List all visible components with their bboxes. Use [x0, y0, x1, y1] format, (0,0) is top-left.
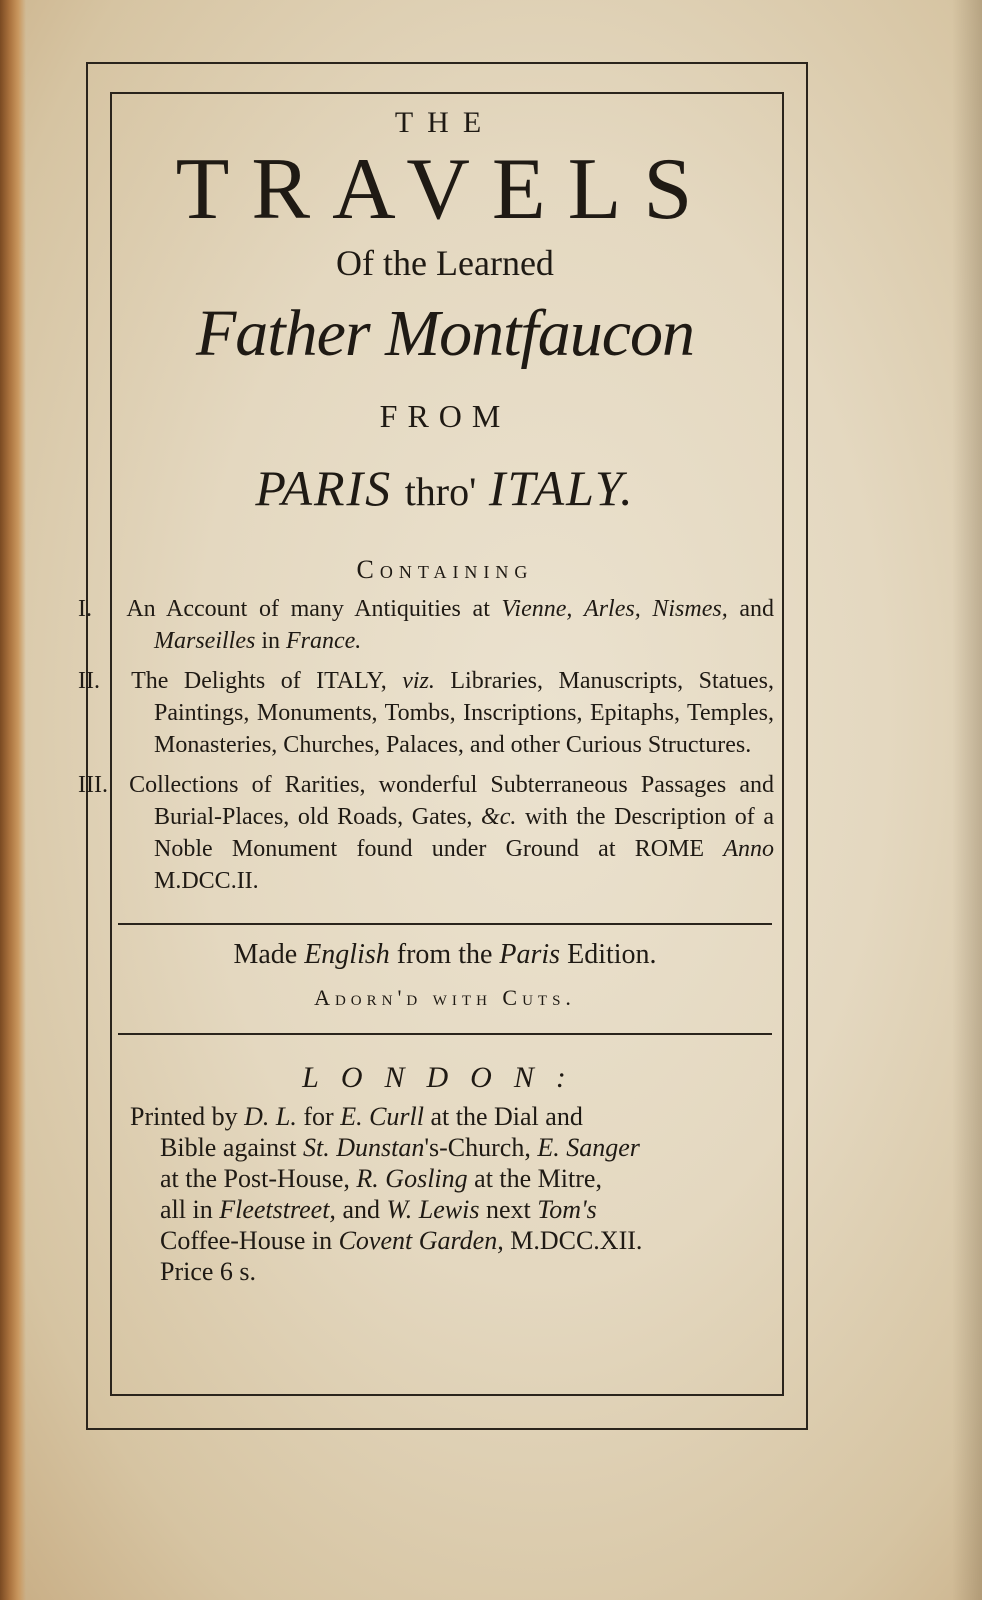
imprint-toms: Tom's — [537, 1195, 597, 1224]
imprint-text: at the Post-House, — [160, 1164, 357, 1193]
item-text: An Account of many Antiquities at — [126, 596, 502, 622]
made-paris: Paris — [499, 939, 561, 970]
imprint-london: LONDON: — [302, 1061, 588, 1094]
bookseller-sanger: E. Sanger — [537, 1133, 640, 1162]
imprint-text: and — [335, 1195, 387, 1224]
page-edge-shadow — [952, 0, 982, 1600]
made-text: Made — [233, 939, 305, 970]
item-text: and — [727, 596, 775, 622]
imprint-text: Bible against — [160, 1133, 303, 1162]
imprint-block — [112, 1101, 778, 1287]
made-text: from the — [389, 939, 500, 970]
imprint-line-1 — [130, 1101, 778, 1132]
imprint-text: next — [479, 1195, 538, 1224]
title-thro: thro' — [404, 469, 477, 514]
item-viz: viz. — [402, 668, 435, 694]
contents-item-2: II. The Delights of ITALY, viz. Libraries, Manuscripts, Statues, Paintings, Monuments, Tombs, Inscriptions, Epitaphs, Temples, Monasteries, Churches, Palaces, and other Curious Structures. — [78, 668, 774, 758]
imprint-text: Coffee-House in — [160, 1226, 339, 1255]
made-english-line — [112, 939, 778, 971]
imprint-text: at the Dial and — [423, 1102, 583, 1131]
place-vienne: Vienne, — [501, 596, 573, 622]
imprint-text: all in — [160, 1195, 220, 1224]
imprint-text: at the Mitre, — [467, 1164, 602, 1193]
place-arles: Arles, — [584, 596, 641, 622]
title-paris-thro-italy — [112, 459, 778, 517]
imprint-date: M.DCC.XII. — [503, 1226, 643, 1255]
containing-heading: Containing — [356, 555, 534, 584]
contents-item-1: I. An Account of many Antiquities at Vienne, Arles, Nismes, and Marseilles in France. — [78, 596, 775, 654]
bookseller-lewis: W. Lewis — [386, 1195, 480, 1224]
imprint-line-3 — [130, 1163, 778, 1194]
bookseller-gosling: R. Gosling — [356, 1164, 468, 1193]
bookseller-curll: E. Curll — [340, 1102, 424, 1131]
imprint-covent-garden: Covent Garden, — [338, 1226, 504, 1255]
contents-list — [78, 593, 778, 897]
imprint-text: for — [296, 1102, 341, 1131]
title-the: THE — [394, 106, 496, 139]
item-text: with the Description of a Noble Monument found under Ground at ROME — [154, 804, 774, 862]
imprint-price: Price 6 s. — [160, 1257, 257, 1286]
title-father-montfaucon: Father Montfaucon — [195, 297, 695, 370]
imprint-line-5 — [130, 1225, 778, 1256]
title-from: FROM — [379, 398, 511, 434]
title-paris: PARIS — [255, 460, 393, 516]
item-year: M.DCC.II. — [154, 868, 259, 894]
imprint-text: Printed by — [130, 1102, 245, 1131]
imprint-dunstan: St. Dunstan — [302, 1133, 425, 1162]
contents-item-3: III. Collections of Rarities, wonderful Subterraneous Passages and Burial-Places, old Roads, Gates, &c. with the Description of a Noble Monument found under Ground at ROME Anno M.DCC.II. — [78, 772, 775, 894]
title-italy: ITALY. — [488, 460, 635, 516]
item-text: Libraries, Manuscripts, Statues, Paintings, Monuments, Tombs, Inscriptions, Epitaphs, Temples, Monasteries, Churches, Palaces, and other Curious Structures. — [154, 668, 774, 758]
item-etc: &c. — [481, 804, 517, 830]
book-spine — [0, 0, 26, 1600]
imprint-line-2 — [130, 1132, 778, 1163]
title-page-content — [78, 96, 778, 1287]
divider-rule — [118, 1033, 772, 1035]
place-france: France. — [286, 628, 362, 654]
title-of-the-learned: Of the Learned — [336, 243, 554, 283]
item-text: The Delights of ITALY, — [131, 668, 403, 694]
adorned-with-cuts: Adorn'd with Cuts. — [314, 985, 576, 1010]
imprint-line-4 — [130, 1194, 778, 1225]
made-text: Edition. — [560, 939, 657, 970]
imprint-text: 's-Church, — [424, 1133, 538, 1162]
place-nismes: Nismes, — [652, 596, 728, 622]
divider-rule — [118, 923, 772, 925]
item-anno: Anno — [723, 836, 774, 862]
printer-dl: D. L. — [244, 1102, 297, 1131]
item-text: Collections of Rarities, wonderful Subterraneous Passages and Burial-Places, old Roads, Gates, — [129, 772, 775, 830]
imprint-fleetstreet: Fleetstreet, — [219, 1195, 336, 1224]
made-english: English — [304, 939, 390, 970]
title-travels: TRAVELS — [175, 141, 715, 238]
place-marseilles: Marseilles — [154, 628, 256, 654]
item-text: in — [255, 628, 286, 654]
